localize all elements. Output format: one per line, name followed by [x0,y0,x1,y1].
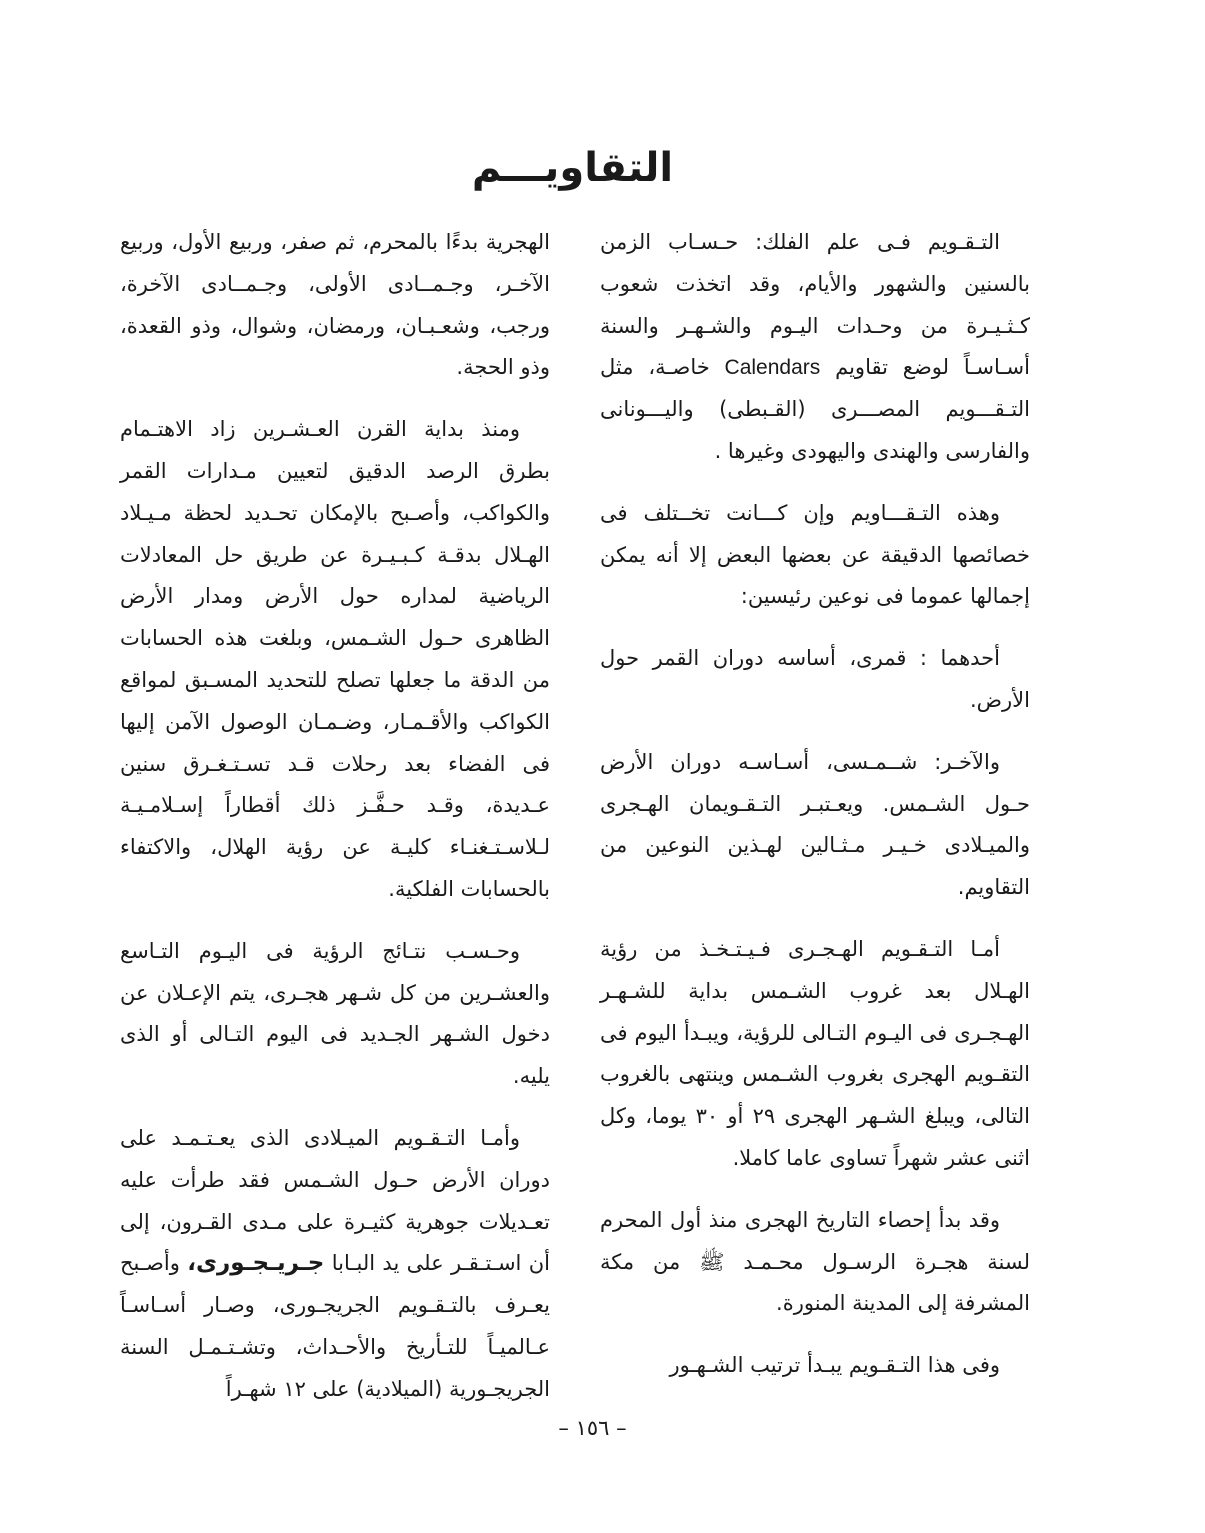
paragraph: الهجرية بدءًا بالمحرم، ثم صفر، وربيع الأول، وربيع الآخـر، وجـمــادى الأولى، وجـمــادى الآخرة، ورجب، وشعـبـان، ورمضان، وشوال، وذو القعدة، وذو الحجة. [120,230,550,380]
paragraph: ومنذ بداية القرن العـشـرين زاد الاهتـمام بطرق الرصد الدقيق لتعيين مـدارات القمر والكواكب، وأصـبح بالإمكان تحـديد لحظة مـيـلاد الهـلال بدقـة كـبـيـرة عن طريق حل المعادلات الرياضية لمداره حول الأرض ومدار الأرض الظاهرى حـول الشـمس، وبلغت هذه الحسابات من الدقة ما جعلها تصلح للتحديد المسـبق لمواقع الكواكب والأقـمـار، وضـمـان الوصول الآمن إليها فى الفضاء بعد رحلات قـد تسـتـغـرق سنين عـديدة، وقـد حـفَّـز ذلك أقطاراً إسـلامـيـة لـلاسـتـغنـاء كليـة عن رؤية الهلال، والاكتفاء بالحسابات الفلكية. [120,417,550,901]
paragraph: أمـا التـقـويم الهـجـرى فـيـتـخـذ من رؤية الهـلال بعد غروب الشـمس بداية للشـهـر الهـجـرى فى اليـوم التـالى للرؤية، ويبـدأ اليوم فى التقـويم الهجرى بغروب الشـمس وينتهى بالغروب التالى، ويبلغ الشـهر الهجرى ٢٩ أو ٣٠ يوما، وكل اثنى عشر شهراً تساوى عاما كاملا. [600,936,1031,1170]
page-number: – ١٥٦ – [558,1416,627,1440]
paragraph: وحـسـب نتـائج الرؤية فى اليـوم التـاسع والعشـرين من كل شـهر هجـرى، يتم الإعـلان عن دخول الشـهر الجـديد فى اليوم التـالى أو الذى يليه. [120,938,550,1089]
paragraph: وقد بدأ إحصاء التاريخ الهجرى منذ أول المحرم لسنة هجـرة الرسـول محـمـد ﷺ من مكة المشرفة إلى المدينة المنورة. [600,1207,1030,1316]
paragraph [120,1118,550,1411]
text-column-right [600,222,1030,1407]
paragraph-text: التـقـويم فـى علم الفلك: حـسـاب الزمن بالسنين والشهور والأيام، وقد اتخذت شعوب كـثـيـرة من وحـدات اليـوم والشـهـر والسنة أسـاسـاً لوضع تقاويم [600,230,1030,380]
paragraph: والآخـر: شــمـسى، أسـاسـه دوران الأرض حـول الشـمس. ويعـتبـر التـقـويمان الهـجرى والميـلادى خـيـر مـثـالين لهـذين النوعين من التقاويم. [600,749,1030,900]
emphasized-name: جـريـجـورى، [187,1250,325,1277]
text-column-left [120,222,550,1431]
paragraph: وفى هذا التـقـويم يبـدأ ترتيب الشـهـور [669,1353,1000,1378]
paragraph-text: وأمـا التـقـويم الميـلادى الذى يعـتـمـد على دوران الأرض حـول الشـمس فقد طرأت عليه تعـديلات جوهرية كثيـرة على مـدى القـرون، إلى أن اسـتـقـر على يد البـابا [120,1125,550,1276]
paragraph-text: وأصـبح يعـرف بالتـقـويم الجريجـورى، وصـار أسـاسـاً عـالميـاً للتـأريخ والأحـداث، وتشـتـمـل السنة الجريجـورية (الميلادية) على ١٢ شهـراً [120,1251,550,1401]
paragraph-text: خاصـة، مثل التـقـــويم المصـــرى (القـبطى) واليـــونانى والفارسى والهندى واليهودى وغيرها . [600,355,1030,463]
paragraph [600,222,1030,473]
paragraph: أحدهما : قمرى، أساسه دوران القمر حول الأرض. [600,646,1030,712]
page-title: التقاويـــم [471,145,674,191]
paragraph: وهذه التـقـــاويم وإن كـــانت تخــتلف فى خصائصها الدقيقة عن بعضها البعض إلا أنه يمكن إجمالها عموما فى نوعين رئيسين: [600,500,1030,609]
latin-term: Calendars [724,356,821,380]
